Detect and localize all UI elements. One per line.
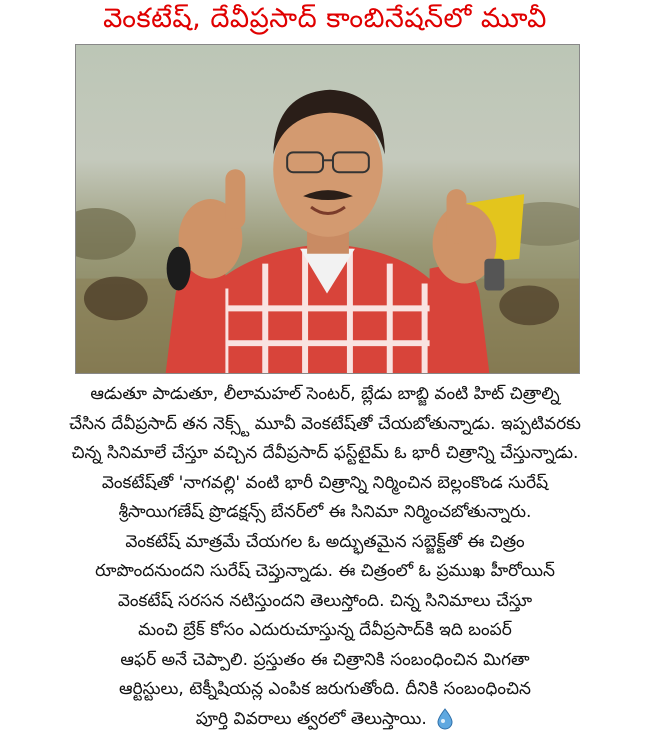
article-line: రూపొందనుందని సురేష్ చెప్తున్నాడు. ఈ చిత్రంలో ఓ ప్రముఖ హీరోయిన్ [95, 561, 555, 581]
article-photo [75, 44, 580, 374]
article-line: వెంకటేష్‌తో 'నాగవల్లి' వంటి భారీ చిత్రాన్ని నిర్మించిన బెల్లంకొండ సురేష్ [101, 472, 549, 493]
article-line: ఆర్టిస్టులు, టెక్నీషియన్ల ఎంపిక జరుగుతోంది. దీనికి సంబంధించిన [119, 679, 531, 699]
photo-actor-thumbs-up [76, 45, 579, 373]
article-line: ఆఫర్ అనే చెప్పాలి. ప్రస్తుతం ఈ చిత్రానికి సంబంధించిన మిగతా [120, 649, 530, 670]
article-body [10, 380, 640, 734]
drop-logo-icon [436, 708, 454, 730]
article-line: వెంకటేష్ సరసన నటిస్తుందని తెలుస్తోంది. చిన్న సినిమాలు చేస్తూ [117, 590, 533, 611]
article-headline: వెంకటేష్, దేవీప్రసాద్ కాంబినేషన్‌లో మూవీ [103, 3, 547, 34]
article-line: వెంకటేష్ మాత్రమే చేయగల ఓ అద్భుతమైన సబ్జెక్ట్‌తో ఈ చిత్రం [125, 531, 525, 552]
article-line: శ్రీసాయిగణేష్ ప్రొడక్షన్స్ బేనర్‌లో ఈ సినిమా నిర్మించబోతున్నారు. [118, 502, 532, 522]
article-line: మంచి బ్రేక్ కోసం ఎదురుచూస్తున్న దేవీప్రసాద్‌కి ఇది బంపర్ [138, 620, 512, 640]
article-last-line [10, 705, 640, 735]
article-line: ఆడుతూ పాడుతూ, లీలామహల్ సెంటర్, బ్లేడు బాబ్జి వంటి హిట్ చిత్రాల్ని [90, 384, 560, 404]
article-line: చేసిన దేవీప్రసాద్ తన నెక్స్ట్ మూవీ వెంకటేష్‌తో చేయబోతున్నాడు. ఇప్పటివరకు [69, 413, 581, 434]
article-line: చిన్న సినిమాలే చేస్తూ వచ్చిన దేవీప్రసాద్ ఫస్ట్‌టైమ్ ఓ భారీ చిత్రాన్ని చేస్తున్నాడు. [71, 443, 579, 463]
article-line-text: పూర్తి వివరాలు త్వరలో తెలుస్తాయి. [195, 708, 427, 729]
